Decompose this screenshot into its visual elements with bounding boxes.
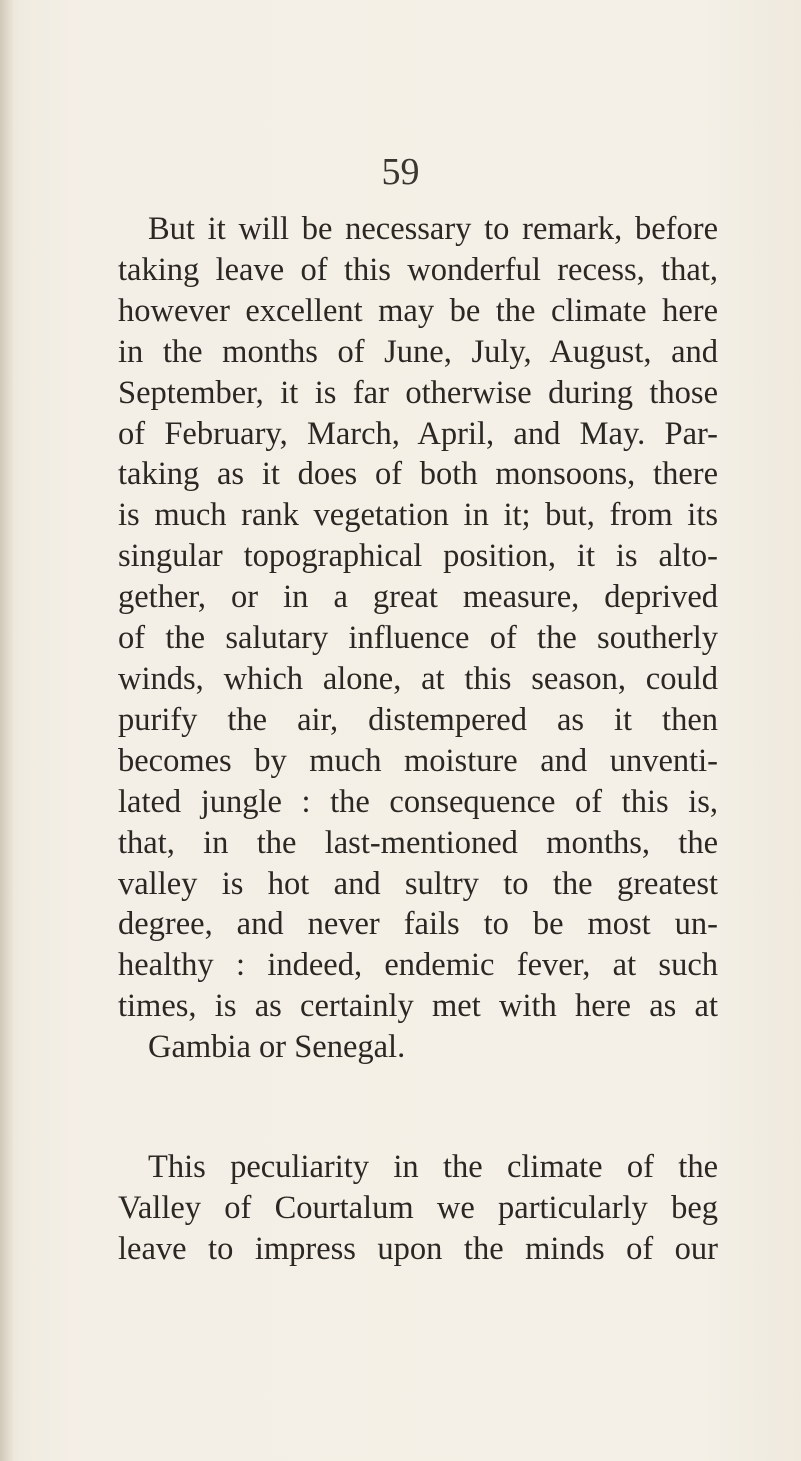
text-line: is much rank vegetation in it; but, from its bbox=[118, 497, 718, 534]
text-line: Valley of Courtalum we particularly beg bbox=[118, 1189, 718, 1226]
text-line: that, in the last-mentioned months, the bbox=[118, 824, 718, 861]
text-line: leave to impress upon the minds of our bbox=[118, 1230, 718, 1267]
paragraph-2 bbox=[118, 1147, 718, 1270]
text-line: This peculiarity in the climate of the bbox=[148, 1149, 718, 1185]
text-line: purify the air, distempered as it then bbox=[118, 701, 718, 738]
text-line: in the months of June, July, August, and bbox=[118, 333, 718, 370]
text-line: taking as it does of both monsoons, there bbox=[118, 456, 718, 493]
text-line: winds, which alone, at this season, could bbox=[118, 660, 718, 697]
text-line: times, is as certainly met with here as at bbox=[118, 988, 718, 1025]
text-line: lated jungle : the consequence of this is, bbox=[118, 783, 718, 820]
text-line: healthy : indeed, endemic fever, at such bbox=[118, 947, 718, 984]
text-line: Gambia or Senegal. bbox=[148, 1029, 406, 1066]
page-gutter-shadow bbox=[0, 0, 14, 1461]
text-line: But it will be necessary to remark, before bbox=[148, 211, 718, 247]
paragraph-1 bbox=[118, 209, 718, 1068]
text-line: becomes by much moisture and unventi- bbox=[118, 742, 718, 779]
text-line: valley is hot and sultry to the greatest bbox=[118, 865, 718, 902]
text-line: degree, and never fails to be most un- bbox=[118, 906, 718, 943]
text-line: taking leave of this wonderful recess, that, bbox=[118, 251, 718, 288]
text-line: gether, or in a great measure, deprived bbox=[118, 579, 718, 616]
page-number: 59 bbox=[381, 151, 420, 193]
text-line: September, it is far otherwise during those bbox=[118, 374, 718, 411]
text-line: of the salutary influence of the southerly bbox=[118, 620, 718, 657]
text-line: however excellent may be the climate here bbox=[118, 292, 718, 329]
text-line: singular topographical position, it is alto- bbox=[118, 538, 718, 575]
text-line: of February, March, April, and May. Par- bbox=[118, 415, 718, 452]
